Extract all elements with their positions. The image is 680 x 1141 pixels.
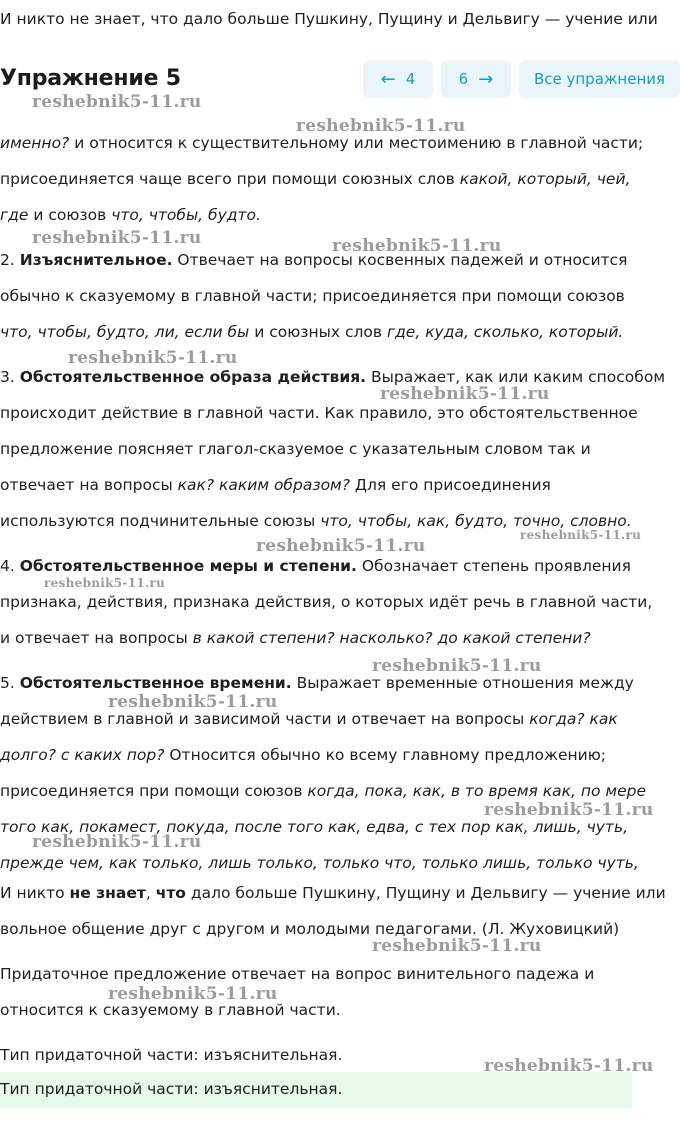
task-explanation: относится к сказуемому в главной части. bbox=[0, 1001, 341, 1019]
watermark: reshebnik5-11.ru bbox=[32, 92, 202, 112]
text-line: присоединяется чаще всего при помощи союзных слов какой, который, чей, bbox=[0, 170, 631, 188]
text-line: и отвечает на вопросы в какой степени? насколько? до какой степени? bbox=[0, 629, 591, 647]
watermark: reshebnik5-11.ru bbox=[332, 236, 502, 256]
watermark: reshebnik5-11.ru bbox=[108, 692, 278, 712]
watermark: reshebnik5-11.ru bbox=[372, 936, 542, 956]
text-line: действием в главной и зависимой части и отвечает на вопросы когда? как bbox=[0, 710, 618, 728]
text-line: 4. Обстоятельственное меры и степени. Обозначает степень проявления bbox=[0, 557, 631, 575]
text-line: долго? с каких пор? Относится обычно ко всему главному предложению; bbox=[0, 746, 607, 764]
prev-exercise-button[interactable] bbox=[363, 60, 433, 98]
prev-exercise-label: 4 bbox=[405, 70, 416, 88]
watermark: reshebnik5-11.ru bbox=[68, 348, 238, 368]
arrow-right-icon: → bbox=[478, 68, 494, 90]
watermark: reshebnik5-11.ru bbox=[108, 984, 278, 1004]
text-line: обычно к сказуемому в главной части; присоединяется при помощи союзов bbox=[0, 287, 625, 305]
text-line: признака, действия, признака действия, о которых идёт речь в главной части, bbox=[0, 593, 653, 611]
answer-highlight bbox=[0, 1072, 632, 1108]
text-line: 2. Изъяснительное. Отвечает на вопросы косвенных падежей и относится bbox=[0, 251, 628, 269]
watermark: reshebnik5-11.ru bbox=[44, 576, 166, 590]
task-type: Тип придаточной части: изъяснительная. bbox=[0, 1046, 343, 1064]
watermark: reshebnik5-11.ru bbox=[32, 228, 202, 248]
watermark: reshebnik5-11.ru bbox=[256, 536, 426, 556]
watermark: reshebnik5-11.ru bbox=[520, 528, 642, 542]
all-exercises-label: Все упражнения bbox=[533, 70, 666, 88]
page-title: Упражнение 5 bbox=[0, 66, 181, 91]
watermark: reshebnik5-11.ru bbox=[380, 384, 550, 404]
all-exercises-button[interactable] bbox=[519, 60, 680, 98]
text-line: 5. Обстоятельственное времени. Выражает временные отношения между bbox=[0, 674, 634, 692]
next-exercise-label: 6 bbox=[458, 70, 469, 88]
arrow-left-icon: ← bbox=[380, 68, 396, 90]
watermark: reshebnik5-11.ru bbox=[372, 656, 542, 676]
text-line: прежде чем, как только, лишь только, только что, только лишь, только чуть, bbox=[0, 854, 639, 872]
text-line: что, чтобы, будто, ли, если бы и союзных слов где, куда, сколько, который. bbox=[0, 323, 624, 341]
text-line: предложение поясняет глагол-сказуемое с указательным словом так и bbox=[0, 440, 591, 458]
answer-text: Тип придаточной части: изъяснительная. bbox=[0, 1080, 343, 1098]
text-line: где и союзов что, чтобы, будто. bbox=[0, 206, 261, 224]
next-exercise-button[interactable] bbox=[441, 60, 511, 98]
watermark: reshebnik5-11.ru bbox=[296, 116, 466, 136]
text-line: того как, покамест, покуда, после того как, едва, с тех пор как, лишь, чуть, bbox=[0, 818, 629, 836]
task-explanation: Придаточное предложение отвечает на вопрос винительного падежа и bbox=[0, 965, 595, 983]
watermark: reshebnik5-11.ru bbox=[484, 1056, 654, 1076]
text-line: присоединяется при помощи союзов когда, пока, как, в то время как, по мере bbox=[0, 782, 647, 800]
text-line: 3. Обстоятельственное образа действия. Выражает, как или каким способом bbox=[0, 368, 666, 386]
task-sentence: вольное общение друг с другом и молодыми педагогами. (Л. Жуховицкий) bbox=[0, 920, 620, 938]
text-line: происходит действие в главной части. Как правило, это обстоятельственное bbox=[0, 404, 638, 422]
watermark: reshebnik5-11.ru bbox=[484, 800, 654, 820]
text-line: используются подчинительные союзы что, чтобы, как, будто, точно, словно. bbox=[0, 512, 632, 530]
task-sentence: И никто не знает, что дало больше Пушкину, Пущину и Дельвигу — учение или bbox=[0, 884, 666, 902]
text-line: отвечает на вопросы как? каким образом? Для его присоединения bbox=[0, 476, 551, 494]
text-line: именно? и относится к существительному или местоимению в главной части; bbox=[0, 134, 644, 152]
watermark: reshebnik5-11.ru bbox=[32, 832, 202, 852]
top-text-line: И никто не знает, что дало больше Пушкину, Пущину и Дельвигу — учение или bbox=[0, 10, 658, 28]
